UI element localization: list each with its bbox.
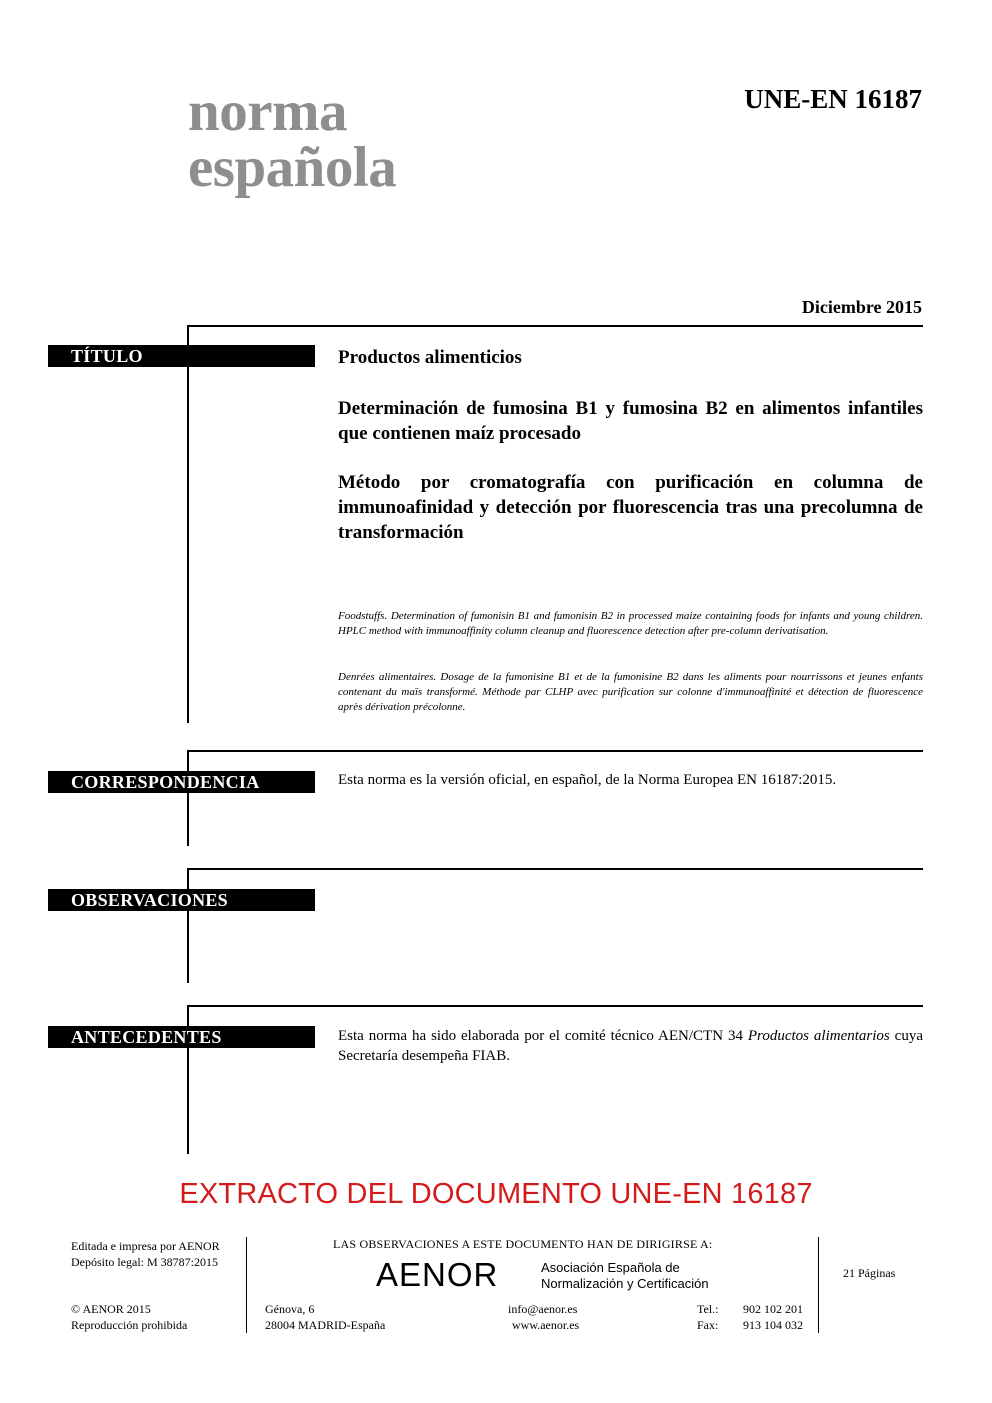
antecedentes-text-part-2: cuya Secretaría desempeña FIAB.: [338, 1028, 923, 1064]
section-label-titulo: TÍTULO: [48, 345, 315, 367]
website-link[interactable]: www.aenor.es: [512, 1318, 580, 1332]
title-line-2: Determinación de fumosina B1 y fumosina B2 en alimentos infantiles que contienen maíz procesado: [338, 398, 923, 444]
vertical-rule-correspondencia: [187, 750, 189, 846]
fax-row: [697, 1317, 803, 1333]
fax-number: 913 104 032: [743, 1318, 803, 1332]
aenor-full-name: [541, 1260, 709, 1292]
title-method: [338, 470, 923, 545]
section-divider-antecedentes: [188, 1005, 923, 1007]
brand-line-1: norma: [188, 80, 347, 143]
section-label-correspondencia: CORRESPONDENCIA: [48, 771, 315, 793]
vertical-rule-titulo: [187, 325, 189, 723]
aenor-name-line-1: Asociación Española de: [541, 1260, 680, 1275]
document-number: UNE-EN 16187: [744, 84, 922, 114]
title-line-3: Método por cromatografía con purificación en columna de immunoafinidad y detección por fluorescencia tras una precolumna de transformación: [338, 472, 923, 543]
antecedentes-text: [338, 1026, 923, 1066]
aenor-phone-fax: [697, 1301, 803, 1333]
fax-label: Fax:: [697, 1318, 719, 1332]
section-divider-titulo: [188, 325, 923, 327]
vertical-rule-observaciones: [187, 868, 189, 983]
address-line-2: 28004 MADRID-España: [265, 1318, 386, 1332]
telephone-label: Tel.:: [697, 1302, 719, 1316]
title-french: Denrées alimentaires. Dosage de la fumonisine B1 et de la fumonisine B2 dans les aliments pour nourrissons et jeunes enfants contenant du maïs transformé. Méthode par CLHP avec purification sur colonne d'immunoaffinité et détection de fluorescence après dérivation précolonne.: [338, 671, 923, 713]
aenor-logo: AENOR: [376, 1256, 499, 1293]
title-english: Foodstuffs. Determination of fumonisin B1 and fumonisin B2 in processed maize containing foods for infants and young children. HPLC method with immunoaffinity column cleanup and fluorescence detection after pre-column derivatisation.: [338, 610, 923, 637]
observations-heading: LAS OBSERVACIONES A ESTE DOCUMENTO HAN DE DIRIGIRSE A:: [333, 1237, 713, 1251]
address-line-1: Génova, 6: [265, 1302, 315, 1316]
brand-line-2: española: [188, 136, 397, 199]
publication-date: Diciembre 2015: [801, 297, 922, 317]
email-link[interactable]: info@aenor.es: [508, 1302, 578, 1316]
telephone-row: [697, 1301, 803, 1317]
copyright-text: © AENOR 2015: [71, 1302, 151, 1316]
committee-name: Productos alimentarios: [747, 1028, 890, 1044]
footer-copyright: [71, 1301, 187, 1333]
section-divider-correspondencia: [188, 750, 923, 752]
antecedentes-text-part-1: Esta norma ha sido elaborada por el comité técnico AEN/CTN 34: [338, 1028, 748, 1044]
correspondencia-text: Esta norma es la versión oficial, en español, de la Norma Europea EN 16187:2015.: [338, 772, 837, 788]
legal-deposit-text: Depósito legal: M 38787:2015: [71, 1255, 218, 1269]
footer-divider-right: [818, 1237, 819, 1333]
brand-title: [188, 80, 397, 199]
section-label-observaciones: OBSERVACIONES: [48, 889, 315, 911]
reproduction-text: Reproducción prohibida: [71, 1318, 188, 1332]
edited-by-text: Editada e impresa por AENOR: [71, 1239, 220, 1253]
section-label-antecedentes: ANTECEDENTES: [48, 1026, 315, 1048]
section-divider-observaciones: [188, 868, 923, 870]
title-subtitle: [338, 396, 923, 446]
title-main: [338, 345, 923, 370]
aenor-name-line-2: Normalización y Certificación: [541, 1276, 709, 1291]
footer-divider-left: [246, 1237, 247, 1333]
title-line-1: Productos alimenticios: [338, 347, 522, 368]
footer-publisher: [71, 1238, 220, 1270]
aenor-address: [265, 1301, 385, 1333]
extract-banner: EXTRACTO DEL DOCUMENTO UNE-EN 16187: [179, 1178, 813, 1210]
aenor-contact-online: [508, 1301, 579, 1333]
telephone-number: 902 102 201: [743, 1302, 803, 1316]
page-count: 21 Páginas: [843, 1266, 896, 1280]
